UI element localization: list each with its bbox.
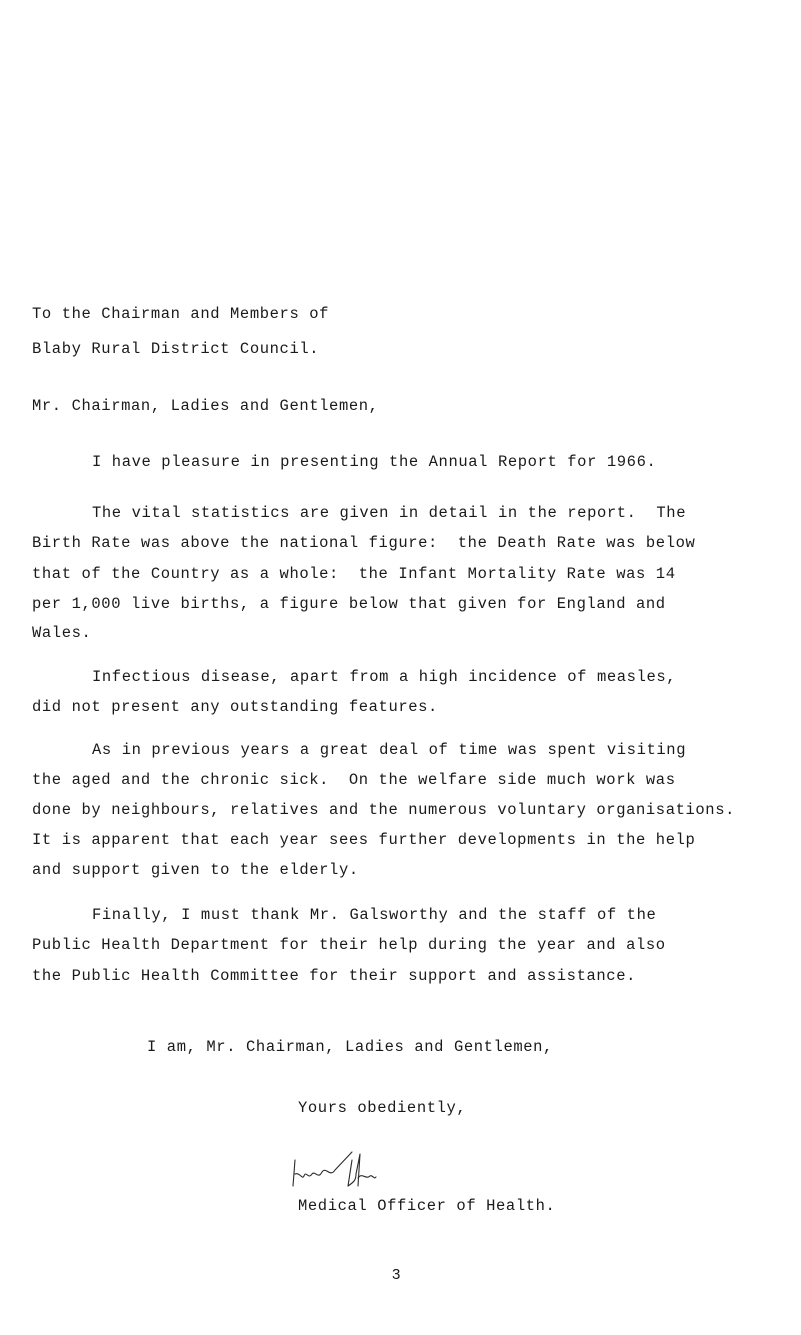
paragraph-4-line-1: As in previous years a great deal of time was spent visiting bbox=[92, 741, 687, 759]
address-line-1: To the Chairman and Members of bbox=[32, 305, 330, 323]
signatory-title: Medical Officer of Health. bbox=[298, 1197, 556, 1215]
paragraph-2-line-2: Birth Rate was above the national figure: the Death Rate was below bbox=[32, 534, 696, 552]
closing-line: I am, Mr. Chairman, Ladies and Gentlemen, bbox=[147, 1038, 553, 1056]
paragraph-3-line-1: Infectious disease, apart from a high incidence of measles, bbox=[92, 668, 677, 686]
paragraph-5-line-2: Public Health Department for their help during the year and also bbox=[32, 936, 666, 954]
paragraph-4-line-4: It is apparent that each year sees further developments in the help bbox=[32, 831, 696, 849]
salutation: Mr. Chairman, Ladies and Gentlemen, bbox=[32, 397, 379, 415]
page-number: 3 bbox=[392, 1266, 401, 1283]
paragraph-5-line-3: the Public Health Committee for their support and assistance. bbox=[32, 967, 636, 985]
valediction: Yours obediently, bbox=[298, 1099, 467, 1117]
paragraph-1-line-1: I have pleasure in presenting the Annual Report for 1966. bbox=[92, 453, 657, 471]
paragraph-2-line-3: that of the Country as a whole: the Infant Mortality Rate was 14 bbox=[32, 565, 676, 583]
paragraph-4-line-2: the aged and the chronic sick. On the welfare side much work was bbox=[32, 771, 676, 789]
paragraph-4-line-3: done by neighbours, relatives and the numerous voluntary organisations. bbox=[32, 801, 736, 819]
signature-icon bbox=[290, 1150, 380, 1188]
paragraph-2-line-1: The vital statistics are given in detail in the report. The bbox=[92, 504, 687, 522]
paragraph-4-line-5: and support given to the elderly. bbox=[32, 861, 359, 879]
address-line-2: Blaby Rural District Council. bbox=[32, 340, 320, 358]
paragraph-2-line-5: Wales. bbox=[32, 624, 92, 642]
paragraph-2-line-4: per 1,000 live births, a figure below that given for England and bbox=[32, 595, 666, 613]
paragraph-3-line-2: did not present any outstanding features. bbox=[32, 698, 438, 716]
paragraph-5-line-1: Finally, I must thank Mr. Galsworthy and the staff of the bbox=[92, 906, 657, 924]
